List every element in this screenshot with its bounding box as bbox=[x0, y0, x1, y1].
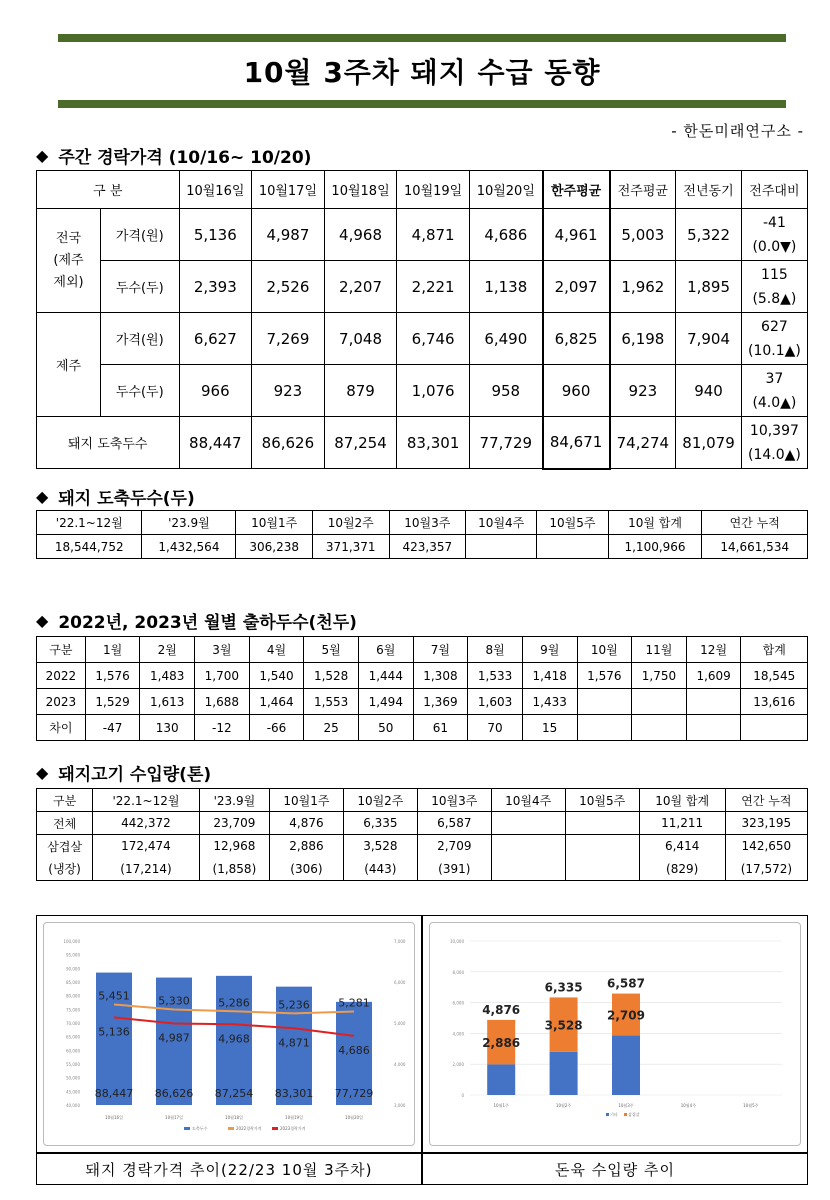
cell: (391) bbox=[417, 858, 491, 881]
header-cell: 5월 bbox=[304, 637, 359, 663]
x-tick-label: 10월18일 bbox=[225, 1115, 243, 1120]
y-tick-label: 80,000 bbox=[66, 993, 80, 999]
cell: 7,904 bbox=[676, 313, 742, 365]
monthly-shipment-table bbox=[36, 636, 808, 741]
cell: 4,871 bbox=[397, 209, 470, 261]
cell bbox=[632, 689, 687, 715]
line-value-label: 5,330 bbox=[158, 994, 190, 1008]
segment-value-label: 2,709 bbox=[607, 1008, 645, 1023]
change-cell bbox=[741, 313, 807, 365]
total-value-label: 6,587 bbox=[607, 976, 645, 991]
import-chart bbox=[430, 923, 802, 1147]
y2-tick-label: 4,000 bbox=[394, 1062, 406, 1067]
header-cell: 10월1주 bbox=[269, 789, 343, 812]
page-title: 10월 3주차 돼지 수급 동향 bbox=[243, 56, 601, 89]
cell: (1,858) bbox=[199, 858, 269, 881]
y2-tick-label: 7,000 bbox=[394, 939, 406, 944]
line-value-label: 4,968 bbox=[218, 1032, 250, 1046]
header-cell: 6월 bbox=[358, 637, 413, 663]
cell: 13,616 bbox=[741, 689, 808, 715]
header-cell: 합계 bbox=[741, 637, 808, 663]
cell: 1,540 bbox=[249, 663, 304, 689]
cell: 2,097 bbox=[543, 261, 610, 313]
cell: 7,269 bbox=[252, 313, 325, 365]
y-tick-label: 85,000 bbox=[66, 980, 80, 985]
table-row bbox=[37, 835, 808, 858]
cell: 1,494 bbox=[358, 689, 413, 715]
cell: 3,528 bbox=[343, 835, 417, 858]
cell: 5,003 bbox=[610, 209, 676, 261]
cell: 371,371 bbox=[312, 535, 389, 559]
table-row bbox=[37, 365, 808, 417]
cell bbox=[491, 835, 565, 858]
y-tick-label: 50,000 bbox=[66, 1075, 80, 1081]
legend-swatch bbox=[184, 1127, 190, 1130]
cell: 1,483 bbox=[140, 663, 195, 689]
cell: 1,138 bbox=[469, 261, 542, 313]
cell: 1,528 bbox=[304, 663, 359, 689]
cell: 2,886 bbox=[269, 835, 343, 858]
cell: (306) bbox=[269, 858, 343, 881]
line-value-label: 5,236 bbox=[278, 998, 310, 1012]
cell: 87,254 bbox=[324, 417, 397, 469]
cell: 2,221 bbox=[397, 261, 470, 313]
header-cell: 9월 bbox=[522, 637, 577, 663]
header-cell: 10월4주 bbox=[466, 511, 537, 535]
cell: 14,661,534 bbox=[702, 535, 808, 559]
line-value-label: 5,451 bbox=[98, 989, 130, 1003]
change-value: 10,397 bbox=[749, 422, 799, 439]
cell: 25 bbox=[304, 715, 359, 741]
line-value-label: 4,987 bbox=[158, 1031, 190, 1045]
cell: 84,671 bbox=[543, 417, 610, 469]
weekly-price-table bbox=[36, 170, 808, 470]
cell: 2023 bbox=[37, 689, 86, 715]
cell: 4,961 bbox=[543, 209, 610, 261]
cell: 1,433 bbox=[522, 689, 577, 715]
cell: 차이 bbox=[37, 715, 86, 741]
header-cell: '23.9월 bbox=[199, 789, 269, 812]
y2-tick-label: 5,000 bbox=[394, 1021, 406, 1026]
x-tick-label: 10월17일 bbox=[165, 1115, 183, 1120]
cell: 923 bbox=[252, 365, 325, 417]
header-cell: 연간 누적 bbox=[725, 789, 807, 812]
bar-value-label: 87,254 bbox=[214, 1087, 254, 1100]
legend-label: 2022경락가격 bbox=[236, 1126, 262, 1131]
cell: 1,700 bbox=[195, 663, 250, 689]
header-cell: 7월 bbox=[413, 637, 468, 663]
cell bbox=[466, 535, 537, 559]
cell: 77,729 bbox=[469, 417, 542, 469]
cell: 6,335 bbox=[343, 812, 417, 835]
x-tick-label: 10월5주 bbox=[743, 1103, 759, 1108]
cell: 306,238 bbox=[236, 535, 313, 559]
total-value-label: 6,335 bbox=[544, 980, 583, 995]
header-cell: 8월 bbox=[468, 637, 523, 663]
change-cell bbox=[741, 261, 807, 313]
diamond-icon: ◆ bbox=[36, 611, 49, 630]
cell: -47 bbox=[85, 715, 140, 741]
header-cell: 10월18일 bbox=[324, 171, 397, 209]
y-tick-label: 6,000 bbox=[452, 1000, 464, 1006]
y-tick-label: 55,000 bbox=[66, 1062, 80, 1067]
cell bbox=[565, 858, 639, 881]
price-chart-caption: 돼지 경락가격 추이(22/23 10월 3주차) bbox=[36, 1153, 422, 1185]
legend-label: 기타 bbox=[610, 1112, 618, 1117]
header-cell: 10월20일 bbox=[469, 171, 542, 209]
cell: 923 bbox=[610, 365, 676, 417]
section-title: 2022년, 2023년 월별 출하두수(천두) bbox=[58, 613, 357, 633]
cell: 1,613 bbox=[140, 689, 195, 715]
cell: 81,079 bbox=[676, 417, 742, 469]
title-bar-top bbox=[58, 34, 786, 42]
cell: 5,322 bbox=[676, 209, 742, 261]
bar-value-label: 88,447 bbox=[94, 1087, 134, 1100]
x-tick-label: 10월1주 bbox=[493, 1103, 509, 1108]
table-row bbox=[37, 689, 808, 715]
total-value-label: 4,876 bbox=[482, 1002, 521, 1017]
header-cell: 10월5주 bbox=[565, 789, 639, 812]
cell: 6,746 bbox=[397, 313, 470, 365]
cell: 23,709 bbox=[199, 812, 269, 835]
cell: 130 bbox=[140, 715, 195, 741]
change-pct: (14.0▲) bbox=[747, 446, 801, 463]
y-tick-label: 90,000 bbox=[66, 966, 80, 972]
table-row bbox=[37, 812, 808, 835]
header-cell: 1월 bbox=[85, 637, 140, 663]
cell: 11,211 bbox=[639, 812, 725, 835]
legend-swatch bbox=[228, 1127, 234, 1130]
cell: (냉장) bbox=[37, 858, 93, 881]
y-tick-label: 70,000 bbox=[66, 1021, 80, 1026]
import-table bbox=[36, 788, 808, 881]
y2-tick-label: 3,000 bbox=[394, 1103, 406, 1108]
change-value: 115 bbox=[761, 266, 788, 283]
cell: 323,195 bbox=[725, 812, 807, 835]
change-value: 37 bbox=[765, 370, 784, 387]
group-label: 전국 (제주 제외) bbox=[37, 209, 101, 313]
cell: 12,968 bbox=[199, 835, 269, 858]
x-tick-label: 10월16일 bbox=[105, 1115, 123, 1120]
cell: 1,369 bbox=[413, 689, 468, 715]
table-row bbox=[37, 858, 808, 881]
section-title: 주간 경락가격 (10/16~ 10/20) bbox=[58, 148, 312, 168]
cell: 142,650 bbox=[725, 835, 807, 858]
y-tick-label: 65,000 bbox=[66, 1034, 80, 1040]
cell bbox=[741, 715, 808, 741]
y-tick-label: 40,000 bbox=[66, 1103, 80, 1108]
cell: 15 bbox=[522, 715, 577, 741]
diamond-icon: ◆ bbox=[36, 763, 49, 782]
header-cell: 전주대비 bbox=[741, 171, 807, 209]
header-cell: 연간 누적 bbox=[702, 511, 808, 535]
bar-other bbox=[487, 1064, 515, 1095]
cell: 1,603 bbox=[468, 689, 523, 715]
legend-swatch bbox=[272, 1127, 278, 1130]
header-cell: 10월 합계 bbox=[639, 789, 725, 812]
line-value-label: 5,286 bbox=[218, 996, 250, 1010]
cell: 4,987 bbox=[252, 209, 325, 261]
header-cell: 3월 bbox=[195, 637, 250, 663]
header-cell: 10월4주 bbox=[491, 789, 565, 812]
cell: 6,587 bbox=[417, 812, 491, 835]
y-tick-label: 10,000 bbox=[450, 939, 464, 944]
cell: (443) bbox=[343, 858, 417, 881]
header-cell: '23.9월 bbox=[142, 511, 236, 535]
cell: 88,447 bbox=[179, 417, 252, 469]
header-cell: 10월17일 bbox=[252, 171, 325, 209]
cell: 1,418 bbox=[522, 663, 577, 689]
cell bbox=[686, 715, 741, 741]
line-value-label: 4,871 bbox=[278, 1036, 310, 1050]
y-tick-label: 4,000 bbox=[452, 1031, 464, 1037]
cell bbox=[537, 535, 608, 559]
section-import bbox=[36, 760, 211, 785]
y-tick-label: 60,000 bbox=[66, 1048, 80, 1054]
cell: 1,576 bbox=[85, 663, 140, 689]
cell: 61 bbox=[413, 715, 468, 741]
header-cell: 10월3주 bbox=[389, 511, 466, 535]
header-cell: 구분 bbox=[37, 789, 93, 812]
group-label: 제주 bbox=[37, 313, 101, 417]
cell: 423,357 bbox=[389, 535, 466, 559]
cell: 1,576 bbox=[577, 663, 632, 689]
cell: 2,526 bbox=[252, 261, 325, 313]
cell bbox=[577, 715, 632, 741]
cell: 1,432,564 bbox=[142, 535, 236, 559]
cell: 2,207 bbox=[324, 261, 397, 313]
row-label: 가격(원) bbox=[101, 209, 180, 261]
cell: 960 bbox=[543, 365, 610, 417]
header-cell: 10월5주 bbox=[537, 511, 608, 535]
cell: 6,490 bbox=[469, 313, 542, 365]
row-label: 두수(두) bbox=[101, 365, 180, 417]
cell: 1,553 bbox=[304, 689, 359, 715]
table-row bbox=[37, 313, 808, 365]
change-value: 627 bbox=[761, 318, 788, 335]
cell: 1,529 bbox=[85, 689, 140, 715]
y2-tick-label: 6,000 bbox=[394, 980, 406, 985]
cell: 4,968 bbox=[324, 209, 397, 261]
x-tick-label: 10월4주 bbox=[680, 1103, 697, 1108]
header-cell: 11월 bbox=[632, 637, 687, 663]
cell: 879 bbox=[324, 365, 397, 417]
cell: (17,572) bbox=[725, 858, 807, 881]
cell: 18,544,752 bbox=[37, 535, 142, 559]
header-cell: 10월2주 bbox=[312, 511, 389, 535]
change-pct: (0.0▼) bbox=[752, 238, 797, 255]
header-cell: 전년동기 bbox=[676, 171, 742, 209]
cell: 6,627 bbox=[179, 313, 252, 365]
cell bbox=[565, 835, 639, 858]
y-tick-label: 45,000 bbox=[66, 1089, 80, 1095]
cell: 1,308 bbox=[413, 663, 468, 689]
row-label: 가격(원) bbox=[101, 313, 180, 365]
cell: 940 bbox=[676, 365, 742, 417]
cell: 4,686 bbox=[469, 209, 542, 261]
author: - 한돈미래연구소 - bbox=[671, 122, 804, 140]
section-slaughter bbox=[36, 484, 195, 509]
header-cell: 12월 bbox=[686, 637, 741, 663]
price-chart-panel bbox=[43, 922, 415, 1146]
table-row bbox=[37, 209, 808, 261]
line-value-label: 4,686 bbox=[338, 1043, 370, 1057]
table-row bbox=[37, 535, 808, 559]
x-tick-label: 10월19일 bbox=[285, 1115, 303, 1120]
table-header-row bbox=[37, 511, 808, 535]
header-cell: 구분 bbox=[37, 637, 86, 663]
title-block bbox=[58, 34, 786, 108]
change-pct: (5.8▲) bbox=[752, 290, 797, 307]
cell: 삼겹살 bbox=[37, 835, 93, 858]
y-tick-label: 8,000 bbox=[452, 969, 464, 975]
cell: 4,876 bbox=[269, 812, 343, 835]
cell: 1,750 bbox=[632, 663, 687, 689]
bar-other bbox=[612, 1035, 640, 1095]
cell: 966 bbox=[179, 365, 252, 417]
table-header-row bbox=[37, 171, 808, 209]
header-cell: 10월 합계 bbox=[608, 511, 702, 535]
section-monthly-shipment bbox=[36, 608, 357, 633]
cell: 18,545 bbox=[741, 663, 808, 689]
legend-swatch bbox=[624, 1113, 627, 1116]
table-header-row bbox=[37, 637, 808, 663]
y-tick-label: 0 bbox=[461, 1093, 464, 1098]
group-label: 돼지 도축두수 bbox=[37, 417, 180, 469]
table-row bbox=[37, 417, 808, 469]
cell: 1,444 bbox=[358, 663, 413, 689]
cell bbox=[632, 715, 687, 741]
table-row bbox=[37, 663, 808, 689]
x-tick-label: 10월2주 bbox=[555, 1103, 572, 1108]
line-value-label: 5,281 bbox=[338, 996, 370, 1010]
x-tick-label: 10월3주 bbox=[618, 1103, 634, 1108]
cell: 2,709 bbox=[417, 835, 491, 858]
cell: 1,533 bbox=[468, 663, 523, 689]
bar-value-label: 77,729 bbox=[334, 1087, 374, 1100]
cell: 172,474 bbox=[93, 835, 200, 858]
cell: 86,626 bbox=[252, 417, 325, 469]
diamond-icon: ◆ bbox=[36, 487, 49, 506]
cell: 1,609 bbox=[686, 663, 741, 689]
change-cell bbox=[741, 417, 807, 469]
cell bbox=[491, 812, 565, 835]
header-cell: 10월16일 bbox=[179, 171, 252, 209]
legend-label: 2023경락가격 bbox=[280, 1126, 306, 1131]
header-cell: 4월 bbox=[249, 637, 304, 663]
import-chart-frame bbox=[422, 915, 808, 1153]
row-label: 두수(두) bbox=[101, 261, 180, 313]
cell: 6,198 bbox=[610, 313, 676, 365]
section-title: 돼지 도축두수(두) bbox=[58, 489, 195, 509]
cell: 74,274 bbox=[610, 417, 676, 469]
line-value-label: 5,136 bbox=[98, 1025, 130, 1039]
cell: 전체 bbox=[37, 812, 93, 835]
header-cell: 10월2주 bbox=[343, 789, 417, 812]
cell: 6,825 bbox=[543, 313, 610, 365]
header-cell: 10월 bbox=[577, 637, 632, 663]
price-chart-frame bbox=[36, 915, 422, 1153]
cell: 1,076 bbox=[397, 365, 470, 417]
cell: 1,688 bbox=[195, 689, 250, 715]
section-title: 돼지고기 수입량(톤) bbox=[58, 765, 212, 785]
import-chart-caption: 돈육 수입량 추이 bbox=[422, 1153, 808, 1185]
y-tick-label: 75,000 bbox=[66, 1007, 80, 1013]
diamond-icon: ◆ bbox=[36, 146, 49, 165]
segment-value-label: 2,886 bbox=[482, 1036, 521, 1051]
cell: 442,372 bbox=[93, 812, 200, 835]
bar-other bbox=[550, 1052, 578, 1095]
x-tick-label: 10월20일 bbox=[345, 1115, 363, 1120]
y-tick-label: 95,000 bbox=[66, 952, 80, 958]
cell: 1,464 bbox=[249, 689, 304, 715]
table-row bbox=[37, 715, 808, 741]
header-cell: 구 분 bbox=[37, 171, 180, 209]
cell: 5,136 bbox=[179, 209, 252, 261]
header-cell: 10월19일 bbox=[397, 171, 470, 209]
cell: 70 bbox=[468, 715, 523, 741]
bar-value-label: 86,626 bbox=[154, 1087, 194, 1100]
table-header-row bbox=[37, 789, 808, 812]
header-cell: 전주평균 bbox=[610, 171, 676, 209]
legend-label: 삼겹살 bbox=[628, 1112, 640, 1117]
y-tick-label: 100,000 bbox=[63, 939, 80, 944]
cell: 83,301 bbox=[397, 417, 470, 469]
cell: 958 bbox=[469, 365, 542, 417]
change-cell bbox=[741, 365, 807, 417]
cell: 50 bbox=[358, 715, 413, 741]
y-tick-label: 2,000 bbox=[452, 1062, 464, 1068]
header-cell: 10월1주 bbox=[236, 511, 313, 535]
change-pct: (4.0▲) bbox=[752, 394, 797, 411]
change-pct: (10.1▲) bbox=[747, 342, 801, 359]
cell bbox=[565, 812, 639, 835]
cell bbox=[686, 689, 741, 715]
slaughter-table bbox=[36, 510, 808, 559]
cell: 1,895 bbox=[676, 261, 742, 313]
cell: 6,414 bbox=[639, 835, 725, 858]
cell: 1,962 bbox=[610, 261, 676, 313]
legend-label: 도축두수 bbox=[192, 1126, 208, 1131]
cell: -12 bbox=[195, 715, 250, 741]
table-row bbox=[37, 261, 808, 313]
cell: 7,048 bbox=[324, 313, 397, 365]
change-value: -41 bbox=[762, 214, 786, 231]
header-cell: '22.1~12월 bbox=[93, 789, 200, 812]
price-chart bbox=[44, 923, 416, 1147]
cell: 1,100,966 bbox=[608, 535, 702, 559]
title-bar-bottom bbox=[58, 100, 786, 108]
header-cell: 한주평균 bbox=[543, 171, 610, 209]
cell: (829) bbox=[639, 858, 725, 881]
legend-swatch bbox=[606, 1113, 609, 1116]
cell: -66 bbox=[249, 715, 304, 741]
header-cell: 2월 bbox=[140, 637, 195, 663]
section-weekly-price bbox=[36, 143, 311, 168]
cell: 2022 bbox=[37, 663, 86, 689]
cell: (17,214) bbox=[93, 858, 200, 881]
bar-value-label: 83,301 bbox=[274, 1087, 314, 1100]
change-cell bbox=[741, 209, 807, 261]
cell bbox=[577, 689, 632, 715]
import-chart-panel bbox=[429, 922, 801, 1146]
header-cell: 10월3주 bbox=[417, 789, 491, 812]
segment-value-label: 3,528 bbox=[544, 1018, 583, 1033]
cell bbox=[491, 858, 565, 881]
cell: 2,393 bbox=[179, 261, 252, 313]
header-cell: '22.1~12월 bbox=[37, 511, 142, 535]
